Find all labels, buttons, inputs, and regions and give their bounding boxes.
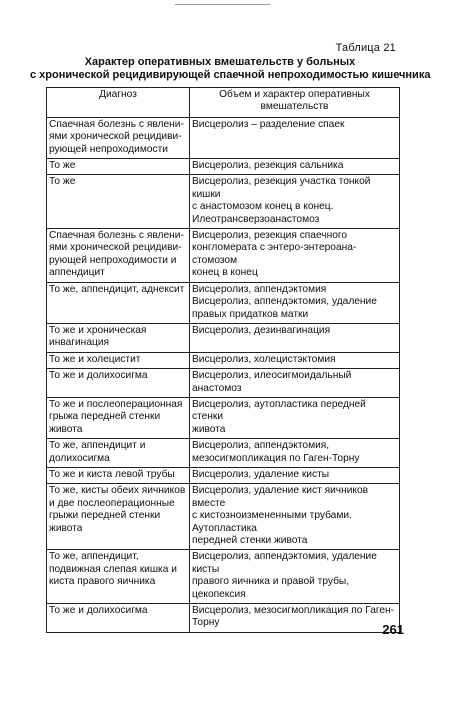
operation-cell: Висцеролиз, илеосигмоидальный анастомоз [190,369,400,398]
table-row [47,117,400,158]
table-row [47,397,400,438]
table-row [47,484,400,550]
table-row [47,282,400,323]
diagnosis-cell: То же и долихосигма [47,369,190,398]
diagnosis-cell: То же, аппендицит и долихосигма [47,439,190,468]
table-row [47,439,400,468]
operation-cell: Висцеролиз, резекция спаечного конгломерата с энтеро-энтероана-стомозом конец в конец [190,229,400,283]
header-diagnosis: Диагноз [47,88,190,118]
operations-table [46,87,400,633]
caption-line-2: с хронической рецидивирующей спаечной непроходимостью кишечника [30,69,431,81]
table-row [47,467,400,483]
operation-cell: Висцеролиз, аппендэктомия, мезосигмопликация по Гаген-Торну [190,439,400,468]
header-operation: Объем и характер оперативных вмешательств [190,88,400,118]
operation-cell: Висцеролиз, мезосигмопликация по Гаген- Торну [190,604,400,633]
table-row [47,369,400,398]
table-row [47,229,400,283]
diagnosis-cell: То же и киста левой трубы [47,467,190,483]
table-caption [30,56,431,82]
operation-cell: Висцеролиз, резекция сальника [190,159,400,175]
operation-cell: Висцеролиз, аппендэктомия Висцеролиз, аппендэктомия, удаление правых придатков матки [190,282,400,323]
table-row [47,323,400,352]
table-number: Таблица 21 [335,42,396,54]
diagnosis-cell: То же, аппендицит, подвижная слепая кишка и киста правого яичника [47,550,190,604]
diagnosis-cell: То же [47,175,190,229]
operation-cell: Висцеролиз, удаление кисты [190,467,400,483]
operation-cell: Висцеролиз – разделение спаек [190,117,400,158]
table-row [47,175,400,229]
top-rule [175,4,270,5]
table-row [47,604,400,633]
operation-cell: Висцеролиз, резекция участка тонкой кишки с анастомозом конец в конец. Илеотрансверзоанастомоз [190,175,400,229]
operation-cell: Висцеролиз, аппендэктомия, удаление кисты правого яичника и правой трубы, цекопексия [190,550,400,604]
diagnosis-cell: Спаечная болезнь с явлени- ями хронической рецидиви- рующей непроходимости [47,117,190,158]
diagnosis-cell: То же, кисты обеих яичников и две послеоперационные грыжи передней стенки живота [47,484,190,550]
table-row [47,352,400,368]
diagnosis-cell: То же и послеоперационная грыжа передней стенки живота [47,397,190,438]
operation-cell: Висцеролиз, удаление кист яичников вместе с кистозноизмененными трубами. Аутопластика передней стенки живота [190,484,400,550]
table-row [47,159,400,175]
operation-cell: Висцеролиз, дезинвагинация [190,323,400,352]
table-row [47,550,400,604]
caption-line-1: Характер оперативных вмешательств у больных [84,56,356,68]
diagnosis-cell: То же, аппендицит, аднексит [47,282,190,323]
diagnosis-cell: То же и долихосигма [47,604,190,633]
operation-cell: Висцеролиз, холецистэктомия [190,352,400,368]
diagnosis-cell: То же [47,159,190,175]
diagnosis-cell: То же и холецистит [47,352,190,368]
diagnosis-cell: Спаечная болезнь с явлени- ями хронической рецидиви- рующей непроходимости и аппендицит [47,229,190,283]
operation-cell: Висцеролиз, аутопластика передней стенки живота [190,397,400,438]
diagnosis-cell: То же и хроническая инвагинация [47,323,190,352]
table-header-row [47,88,400,118]
page-number: 261 [382,622,404,637]
